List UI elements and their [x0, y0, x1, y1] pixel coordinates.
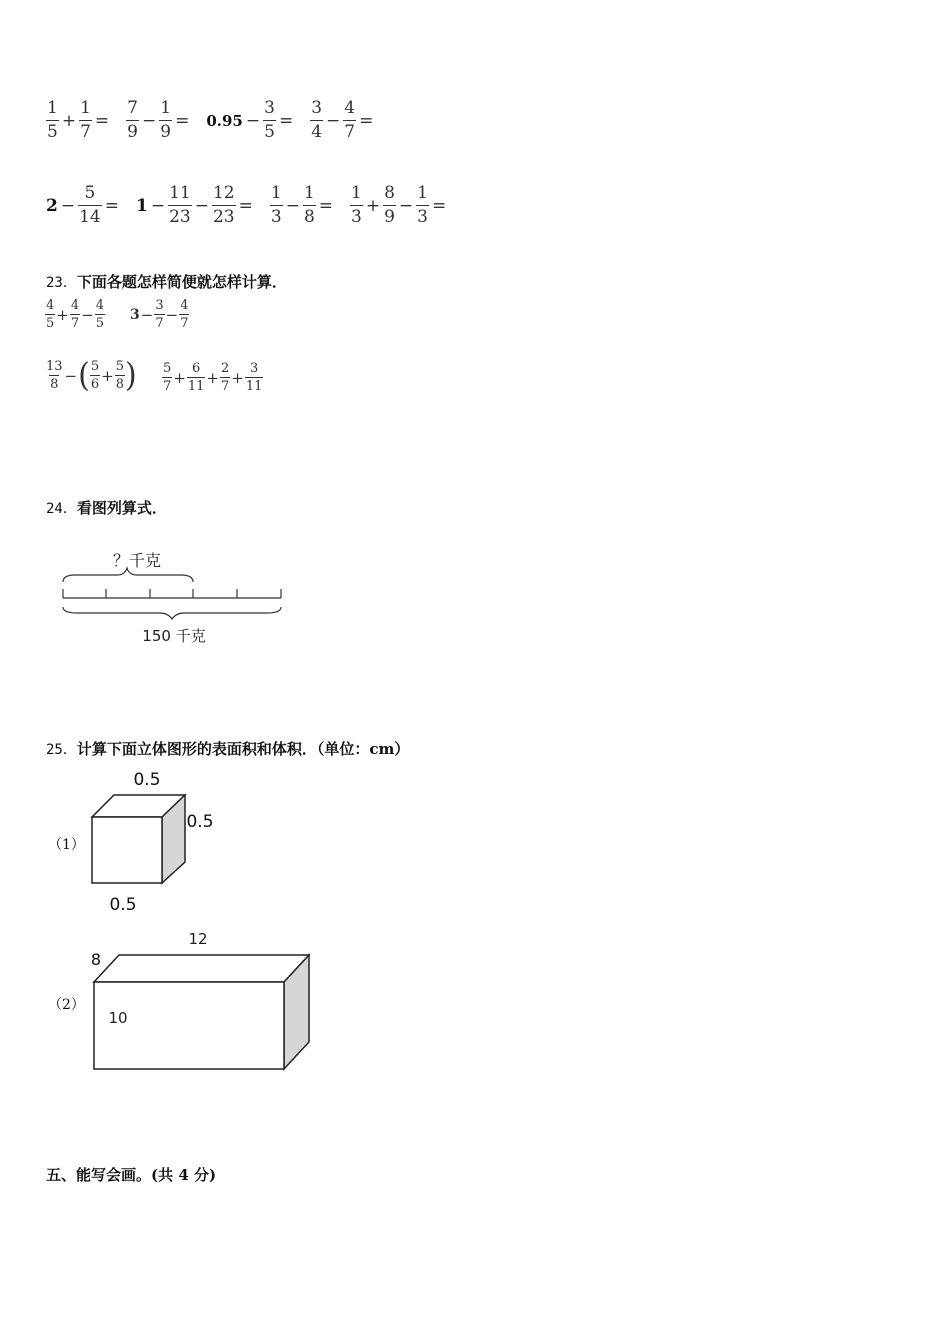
top-label: ？千克 — [112, 551, 162, 570]
fraction: $\frac{4}{7}$ — [344, 98, 356, 142]
fraction: $\frac{5}{14}$ — [79, 183, 101, 227]
expr-row-2: 2 − $\frac{5}{14}$ = 1 − $\frac{11}{23}$ − $\frac{12}{23}$ = $\frac{1}{3}$ − $\frac{1}{8}$ = $\frac{1}{3}$ + $\frac{8}{9}$ − $\frac{1}{3}$ = — [46, 183, 447, 227]
cuboid-width-label: 8 — [90, 950, 102, 969]
cuboid-top-face — [94, 955, 309, 982]
segment-diagram — [55, 545, 295, 650]
fraction: $\frac{8}{9}$ — [384, 183, 395, 227]
cube-figure — [85, 765, 220, 915]
fraction: $\frac{12}{23}$ — [212, 183, 235, 227]
fraction: $\frac{1}{8}$ — [303, 183, 315, 227]
fraction: $\frac{1}{3}$ — [270, 183, 282, 227]
cuboid-length-label: 12 — [188, 930, 208, 948]
expr-row-1: $\frac{1}{5}$ + $\frac{1}{7}$ = $\frac{7}{9}$ − $\frac{1}{9}$ = 0.95 − $\frac{3}{5}$ = $\frac{3}{4}$ − $\frac{4}{7}$ = — [47, 98, 374, 142]
fraction: $\frac{1}{5}$ — [47, 98, 58, 142]
question-24-title: 24．看图列算式． — [46, 499, 167, 517]
fraction: $\frac{1}{7}$ — [80, 98, 91, 142]
cube-top-edge-label: 0.5 — [133, 770, 161, 790]
cuboid-height-label: 10 — [108, 1009, 128, 1027]
fraction: $\frac{1}{3}$ — [417, 183, 428, 227]
segment-ticks — [63, 589, 281, 598]
cube-side-edge-label: 0.5 — [186, 812, 214, 832]
q23-problem-2: 3 − $\frac{3}{7}$ − $\frac{4}{7}$ — [130, 298, 189, 331]
whole-number: 0.95 — [206, 111, 243, 130]
cuboid-figure — [85, 925, 317, 1075]
fraction: $\frac{11}{23}$ — [169, 183, 191, 227]
fraction: $\frac{1}{3}$ — [351, 183, 362, 227]
q23-problem-4: $\frac{5}{7}$ + $\frac{6}{11}$ + $\frac{2}{7}$ + $\frac{3}{11}$ — [163, 361, 263, 394]
cube-bottom-edge-label: 0.5 — [109, 895, 137, 915]
question-25-title: 25．计算下面立体图形的表面积和体积．（单位：cm） — [46, 740, 410, 758]
figure-2-label: （2） — [48, 997, 85, 1013]
figure-1-label: （1） — [48, 837, 85, 853]
fraction: $\frac{1}{9}$ — [160, 98, 172, 142]
q23-problem-3: $\frac{13}{8}$ − ( $\frac{5}{6}$ + $\frac{5}{8}$ ) — [46, 355, 137, 395]
whole-number: 1 — [135, 195, 148, 216]
q23-problem-1: $\frac{4}{5}$ + $\frac{4}{7}$ − $\frac{4}{5}$ — [46, 298, 104, 331]
fraction: $\frac{3}{5}$ — [264, 98, 275, 142]
question-23-title: 23．下面各题怎样简便就怎样计算． — [46, 273, 287, 291]
section-5-title: 五、能写会画。(共 4 分) — [46, 1166, 217, 1184]
cube-front-face — [92, 817, 162, 883]
fraction: $\frac{3}{4}$ — [311, 98, 323, 142]
bottom-brace — [63, 607, 281, 619]
whole-number: 2 — [46, 195, 58, 216]
bottom-label: 150 千克 — [142, 627, 206, 645]
fraction: $\frac{7}{9}$ — [127, 98, 138, 142]
top-brace — [63, 568, 193, 582]
